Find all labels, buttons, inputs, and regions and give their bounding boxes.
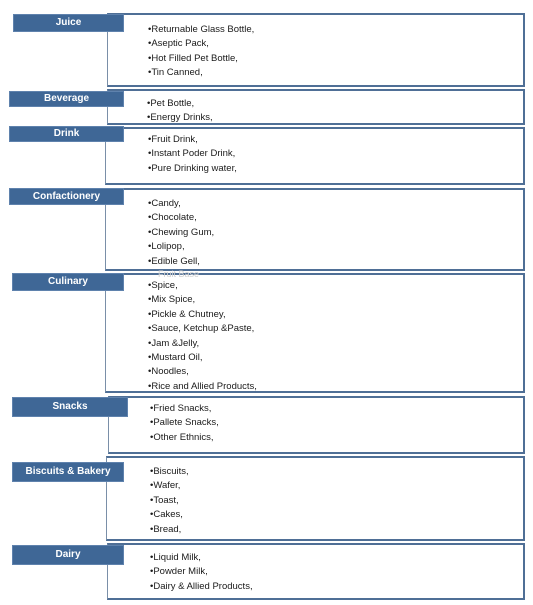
item-list-juice [148, 23, 254, 81]
list-item: • Edible Gell, [148, 255, 214, 269]
item-list-beverage [147, 97, 213, 126]
list-item: • Bread, [150, 523, 189, 537]
list-item: • Pallete Snacks, [150, 416, 219, 430]
category-tab-biscuits-bakery: Biscuits & Bakery [12, 462, 124, 482]
list-item: • Dairy & Allied Products, [150, 580, 253, 594]
category-tab-confactionery: Confactionery [9, 188, 124, 205]
list-item: • Sauce, Ketchup &Paste, [148, 322, 257, 336]
item-list-snacks [150, 402, 219, 445]
list-item: • Tin Canned, [148, 66, 254, 80]
item-list-culinary [148, 279, 257, 394]
list-item: • Powder Milk, [150, 565, 253, 579]
list-item: • Pet Bottle, [147, 97, 213, 111]
list-item: • Fruit Drink, [148, 133, 237, 147]
list-item: • Hot Filled Pet Bottle, [148, 52, 254, 66]
list-item: • Mustard Oil, [148, 351, 257, 365]
list-item: • Candy, [148, 197, 214, 211]
list-item: • Returnable Glass Bottle, [148, 23, 254, 37]
list-item: • Fried Snacks, [150, 402, 219, 416]
category-tab-culinary: Culinary [12, 273, 124, 291]
list-item: • Noodles, [148, 365, 257, 379]
category-tab-drink: Drink [9, 126, 124, 142]
list-item: • Lolipop, [148, 240, 214, 254]
list-item: • Chocolate, [148, 211, 214, 225]
list-item: • Energy Drinks, [147, 111, 213, 125]
list-item: • Aseptic Pack, [148, 37, 254, 51]
category-tab-beverage: Beverage [9, 91, 124, 107]
list-item: • Other Ethnics, [150, 431, 219, 445]
list-item: • Chewing Gum, [148, 226, 214, 240]
list-item: • Liquid Milk, [150, 551, 253, 565]
list-item: • Wafer, [150, 479, 189, 493]
list-item: • Rice and Allied Products, [148, 380, 257, 394]
category-tab-snacks: Snacks [12, 397, 128, 417]
list-item: • Pure Drinking water, [148, 162, 237, 176]
item-list-drink [148, 133, 237, 176]
item-list-confactionery [148, 197, 214, 269]
list-item: • Cakes, [150, 508, 189, 522]
list-item: • Instant Poder Drink, [148, 147, 237, 161]
hidden-item-fruit-base: Fruit Base [158, 269, 200, 279]
item-list-biscuits-bakery [150, 465, 189, 537]
list-item: • Mix Spice, [148, 293, 257, 307]
list-item: • Spice, [148, 279, 257, 293]
category-tab-juice: Juice [13, 14, 124, 32]
list-item: • Biscuits, [150, 465, 189, 479]
list-item: • Pickle & Chutney, [148, 308, 257, 322]
category-tab-dairy: Dairy [12, 545, 124, 565]
list-item: • Toast, [150, 494, 189, 508]
list-item: • Jam &Jelly, [148, 337, 257, 351]
item-list-dairy [150, 551, 253, 594]
